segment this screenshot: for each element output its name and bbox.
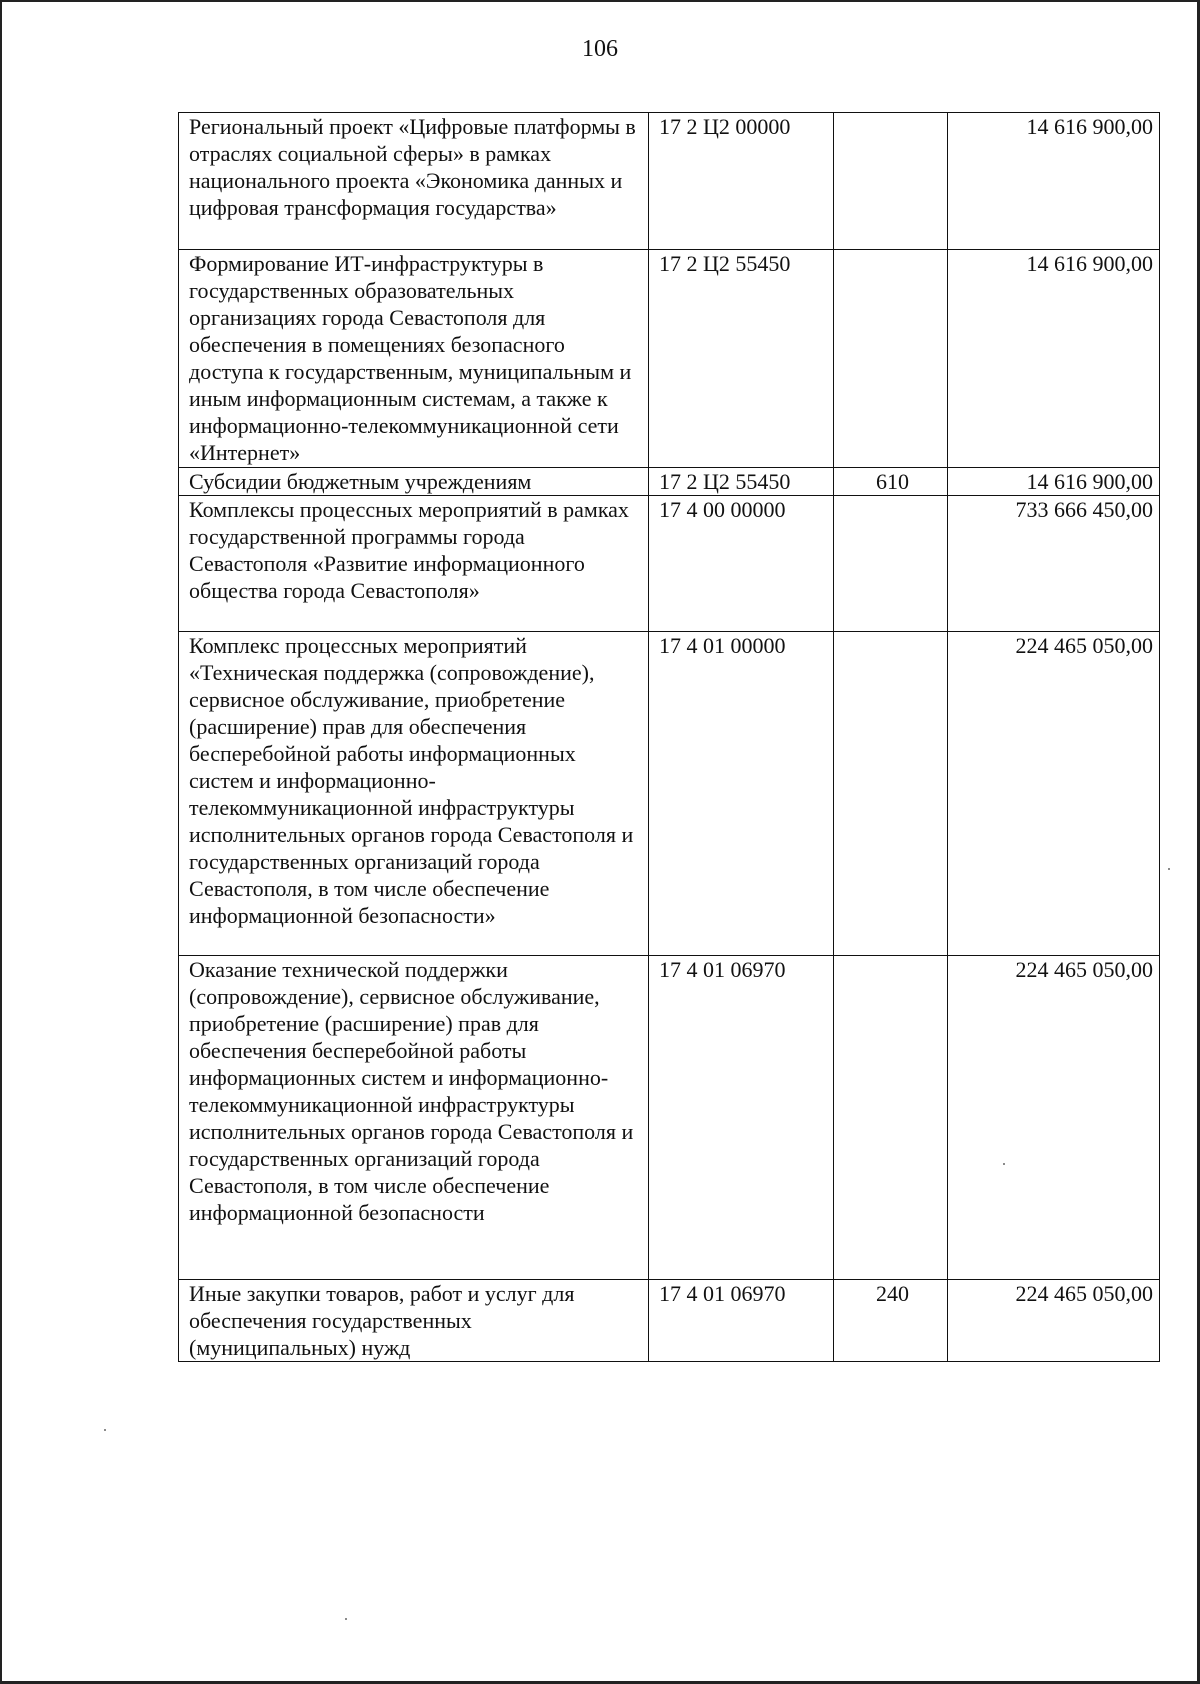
row-name-cell: Региональный проект «Цифровые платформы в отраслях социальной сферы» в рамках национального проекта «Экономика данных и цифровая трансформация государства» xyxy=(179,113,649,250)
expense-type-cell xyxy=(834,496,948,632)
target-code-cell: 17 4 01 00000 xyxy=(649,632,834,956)
amount-cell: 14 616 900,00 xyxy=(948,113,1160,250)
table-row xyxy=(179,496,1160,632)
scan-speck xyxy=(104,1429,106,1431)
amount-cell: 14 616 900,00 xyxy=(948,468,1160,496)
amount-cell: 733 666 450,00 xyxy=(948,496,1160,632)
expense-type-cell xyxy=(834,113,948,250)
expense-type-cell: 610 xyxy=(834,468,948,496)
scan-speck xyxy=(1168,868,1170,870)
table-row xyxy=(179,250,1160,468)
target-code-cell: 17 4 01 06970 xyxy=(649,1280,834,1362)
scan-speck xyxy=(345,1618,347,1620)
expense-type-cell: 240 xyxy=(834,1280,948,1362)
table-row xyxy=(179,113,1160,250)
amount-cell: 224 465 050,00 xyxy=(948,956,1160,1280)
page-number: 106 xyxy=(582,36,618,62)
table-row xyxy=(179,956,1160,1280)
row-name-cell: Иные закупки товаров, работ и услуг для обеспечения государственных (муниципальных) нужд xyxy=(179,1280,649,1362)
amount-cell: 224 465 050,00 xyxy=(948,632,1160,956)
row-name-cell: Формирование ИТ-инфраструктуры в государственных образовательных организациях города Севастополя для обеспечения в помещениях безопасного доступа к государственным, муниципальным и иным информационным системам, а также к информационно-телекоммуникационной сети «Интернет» xyxy=(179,250,649,468)
budget-table xyxy=(178,112,1160,1362)
scan-border-left xyxy=(0,0,2,1684)
expense-type-cell xyxy=(834,632,948,956)
table-row xyxy=(179,632,1160,956)
target-code-cell: 17 2 Ц2 55450 xyxy=(649,468,834,496)
expense-type-cell xyxy=(834,956,948,1280)
amount-cell: 14 616 900,00 xyxy=(948,250,1160,468)
table-row xyxy=(179,1280,1160,1362)
row-name-cell: Комплекс процессных мероприятий «Техническая поддержка (сопровождение), сервисное обслуживание, приобретение (расширение) прав для обеспечения бесперебойной работы информационных систем и информационно-телекоммуникационной инфраструктуры исполнительных органов города Севастополя и государственных организаций города Севастополя, в том числе обеспечение информационной безопасности» xyxy=(179,632,649,956)
row-name-cell: Комплексы процессных мероприятий в рамках государственной программы города Севастополя «Развитие информационного общества города Севастополя» xyxy=(179,496,649,632)
target-code-cell: 17 4 00 00000 xyxy=(649,496,834,632)
target-code-cell: 17 2 Ц2 55450 xyxy=(649,250,834,468)
expense-type-cell xyxy=(834,250,948,468)
scan-border-top xyxy=(0,0,1200,2)
amount-cell: 224 465 050,00 xyxy=(948,1280,1160,1362)
target-code-cell: 17 4 01 06970 xyxy=(649,956,834,1280)
scan-speck xyxy=(1003,1163,1005,1165)
table-row xyxy=(179,468,1160,496)
row-name-cell: Оказание технической поддержки (сопровождение), сервисное обслуживание, приобретение (расширение) прав для обеспечения бесперебойной работы информационных систем и информационно-телекоммуникационной инфраструктуры исполнительных органов города Севастополя и государственных организаций города Севастополя, в том числе обеспечение информационной безопасности xyxy=(179,956,649,1280)
target-code-cell: 17 2 Ц2 00000 xyxy=(649,113,834,250)
row-name-cell: Субсидии бюджетным учреждениям xyxy=(179,468,649,496)
